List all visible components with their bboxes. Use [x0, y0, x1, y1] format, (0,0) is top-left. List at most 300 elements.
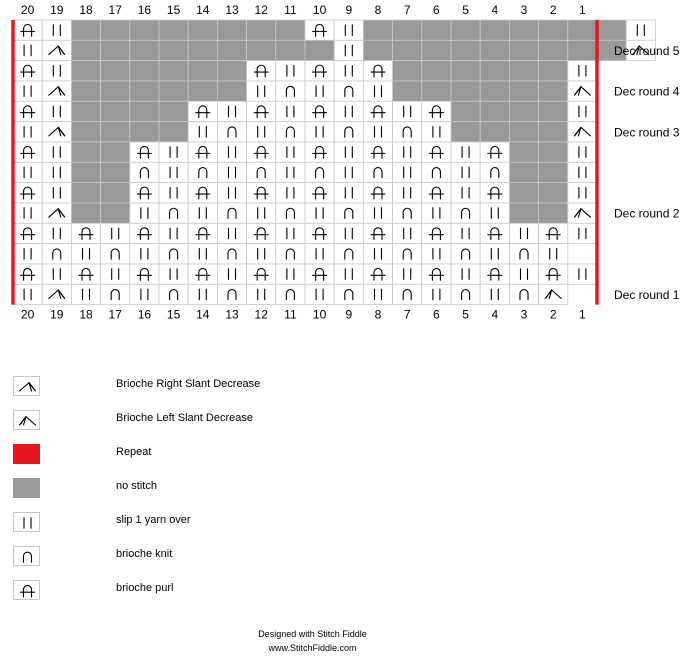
stitch-cell — [334, 183, 363, 203]
stitch-cell — [305, 101, 334, 121]
no-stitch-cell — [130, 61, 159, 81]
no-stitch-cell — [480, 101, 509, 121]
no-stitch-cell — [217, 81, 246, 101]
stitch-cell — [13, 122, 42, 142]
no-stitch-cell — [509, 203, 538, 223]
footer-website-link[interactable]: www.StitchFiddle.com — [268, 643, 357, 653]
stitch-cell — [363, 142, 392, 162]
stitch-cell — [13, 101, 42, 121]
legend-item-no-stitch — [0, 478, 400, 498]
stitch-cell — [363, 264, 392, 284]
no-stitch-cell — [101, 162, 130, 182]
stitch-cell — [451, 162, 480, 182]
stitch-cell — [276, 101, 305, 121]
stitch-cell — [101, 223, 130, 243]
no-stitch-cell — [509, 101, 538, 121]
stitch-cell — [363, 81, 392, 101]
row-label-dec-round: Dec round 1 — [614, 287, 680, 302]
stitch-cell — [276, 183, 305, 203]
no-stitch-cell — [101, 101, 130, 121]
no-stitch-cell — [568, 20, 597, 40]
stitch-cell — [188, 162, 217, 182]
stitch-cell — [71, 223, 100, 243]
stitch-cell — [42, 264, 71, 284]
column-number-bottom: 4 — [491, 307, 499, 322]
stitch-cell — [276, 264, 305, 284]
no-stitch-cell — [509, 183, 538, 203]
stitch-cell — [305, 162, 334, 182]
stitch-cell — [305, 122, 334, 142]
no-stitch-cell — [71, 183, 100, 203]
column-number-bottom: 9 — [345, 307, 353, 322]
stitch-cell — [363, 162, 392, 182]
stitch-cell — [42, 142, 71, 162]
no-stitch-cell — [188, 61, 217, 81]
stitch-cell — [188, 142, 217, 162]
stitch-cell — [480, 183, 509, 203]
stitch-cell — [159, 183, 188, 203]
stitch-cell — [305, 264, 334, 284]
no-stitch-cell — [539, 122, 568, 142]
stitch-cell — [393, 223, 422, 243]
stitch-cell — [101, 244, 130, 264]
column-number-top: 16 — [137, 3, 152, 17]
no-stitch-cell — [539, 183, 568, 203]
column-number-bottom: 19 — [50, 307, 64, 322]
stitch-cell — [334, 264, 363, 284]
column-number-top: 12 — [254, 3, 268, 17]
no-stitch-cell — [539, 142, 568, 162]
no-stitch-cell — [217, 20, 246, 40]
no-stitch-cell — [159, 101, 188, 121]
stitch-cell — [159, 162, 188, 182]
stitch-cell — [130, 162, 159, 182]
no-stitch-cell — [305, 40, 334, 60]
no-stitch-cell — [217, 40, 246, 60]
stitch-cell — [71, 244, 100, 264]
no-stitch-cell — [393, 61, 422, 81]
column-number-top: 20 — [20, 3, 35, 17]
no-stitch-cell — [159, 20, 188, 40]
stitch-cell — [568, 162, 597, 182]
stitch-cell — [305, 61, 334, 81]
legend-item-brioche-right-slant-decrease — [0, 376, 400, 396]
no-stitch-cell — [509, 61, 538, 81]
stitch-cell — [276, 284, 305, 304]
no-stitch-cell — [217, 61, 246, 81]
stitch-cell — [305, 81, 334, 101]
stitch-cell — [451, 264, 480, 284]
stitch-cell — [130, 203, 159, 223]
stitch-cell — [276, 162, 305, 182]
no-stitch-cell — [509, 162, 538, 182]
no-stitch-cell — [130, 20, 159, 40]
column-number-bottom: 16 — [137, 307, 152, 322]
stitch-cell — [451, 223, 480, 243]
no-stitch-cell — [451, 122, 480, 142]
no-stitch-cell — [276, 20, 305, 40]
stitch-cell — [217, 101, 246, 121]
no-stitch-cell — [539, 203, 568, 223]
stitch-cell — [539, 264, 568, 284]
stitch-cell — [422, 122, 451, 142]
stitch-cell — [393, 203, 422, 223]
no-stitch-cell — [363, 40, 392, 60]
stitch-cell — [159, 142, 188, 162]
stitch-cell — [451, 284, 480, 304]
legend-label: Repeat — [116, 446, 152, 458]
no-stitch-cell — [276, 40, 305, 60]
stitch-cell — [334, 81, 363, 101]
no-stitch-cell — [159, 122, 188, 142]
stitch-cell — [247, 162, 276, 182]
column-number-top: 17 — [108, 3, 122, 17]
stitch-cell — [509, 264, 538, 284]
row-label-dec-round: Dec round 4 — [614, 84, 680, 99]
stitch-cell — [13, 183, 42, 203]
no-stitch-cell — [101, 142, 130, 162]
no-stitch-cell — [597, 20, 626, 40]
column-number-bottom: 8 — [374, 307, 382, 322]
legend-item-repeat — [0, 444, 400, 464]
no-stitch-cell — [247, 20, 276, 40]
stitch-cell — [13, 40, 42, 60]
stitch-cell — [334, 244, 363, 264]
column-number-top: 9 — [345, 3, 353, 17]
no-stitch-cell — [539, 101, 568, 121]
column-number-bottom: 3 — [520, 307, 528, 322]
stitch-cell — [422, 162, 451, 182]
stitch-cell — [188, 101, 217, 121]
no-stitch-cell — [480, 40, 509, 60]
no-stitch-cell — [480, 61, 509, 81]
row-label-dec-round: Dec round 3 — [614, 125, 680, 140]
stitch-cell — [334, 40, 363, 60]
stitch-cell — [42, 40, 71, 60]
stitch-cell — [159, 244, 188, 264]
legend-label: brioche knit — [116, 548, 173, 560]
stitch-cell — [13, 20, 42, 40]
stitch-cell — [217, 183, 246, 203]
stitch-cell — [188, 183, 217, 203]
stitch-cell — [247, 61, 276, 81]
stitch-cell — [480, 162, 509, 182]
stitch-cell — [42, 162, 71, 182]
column-number-bottom: 12 — [254, 307, 268, 322]
no-stitch-cell — [159, 81, 188, 101]
stitch-cell — [276, 142, 305, 162]
stitch-cell — [217, 284, 246, 304]
stitch-cell — [334, 61, 363, 81]
stitch-cell — [276, 223, 305, 243]
legend-item-brioche-left-slant-decrease — [0, 410, 400, 430]
no-stitch-cell — [101, 81, 130, 101]
column-number-top: 13 — [225, 3, 239, 17]
stitch-cell — [159, 223, 188, 243]
stitch-cell — [363, 183, 392, 203]
stitch-cell — [13, 223, 42, 243]
stitch-cell — [363, 122, 392, 142]
no-stitch-cell — [539, 40, 568, 60]
no-stitch-cell — [363, 20, 392, 40]
no-stitch-cell — [509, 122, 538, 142]
no-stitch-icon — [13, 478, 40, 498]
stitch-cell — [480, 142, 509, 162]
stitch-cell — [247, 101, 276, 121]
column-number-top: 6 — [433, 3, 440, 17]
stitch-cell — [334, 142, 363, 162]
stitch-cell — [130, 264, 159, 284]
stitch-cell — [363, 61, 392, 81]
stitch-cell — [422, 244, 451, 264]
no-stitch-cell — [71, 122, 100, 142]
column-number-top: 14 — [196, 3, 210, 17]
stitch-cell — [71, 264, 100, 284]
stitch-cell — [393, 162, 422, 182]
no-stitch-cell — [101, 122, 130, 142]
stitch-cell — [480, 284, 509, 304]
stitch-cell — [188, 223, 217, 243]
stitch-cell — [217, 223, 246, 243]
no-stitch-cell — [480, 81, 509, 101]
brioche-purl-icon — [13, 580, 40, 600]
stitch-cell — [305, 142, 334, 162]
stitch-cell — [305, 223, 334, 243]
row-label-dec-round: Dec round 2 — [614, 206, 680, 221]
stitch-cell — [568, 264, 597, 284]
stitch-cell — [393, 183, 422, 203]
stitch-cell — [393, 264, 422, 284]
column-number-top: 4 — [491, 3, 499, 17]
no-stitch-cell — [71, 162, 100, 182]
stitch-cell — [276, 81, 305, 101]
stitch-cell — [217, 244, 246, 264]
no-stitch-cell — [451, 40, 480, 60]
stitch-cell — [247, 264, 276, 284]
stitch-cell — [480, 244, 509, 264]
stitch-cell — [188, 122, 217, 142]
stitch-cell — [363, 244, 392, 264]
stitch-cell — [509, 284, 538, 304]
stitch-cell — [276, 203, 305, 223]
column-number-bottom: 7 — [403, 307, 411, 322]
no-stitch-cell — [101, 203, 130, 223]
brioche-knit-icon — [13, 546, 40, 566]
stitch-cell — [334, 101, 363, 121]
stitch-cell — [509, 244, 538, 264]
stitch-cell — [217, 203, 246, 223]
stitch-cell — [422, 223, 451, 243]
no-stitch-cell — [509, 81, 538, 101]
column-number-top: 3 — [520, 3, 528, 17]
legend-label: brioche purl — [116, 582, 174, 594]
stitch-cell — [363, 203, 392, 223]
column-number-bottom: 6 — [433, 307, 440, 322]
column-number-bottom: 11 — [284, 307, 297, 322]
stitch-cell — [305, 284, 334, 304]
stitch-cell — [422, 142, 451, 162]
stitch-cell — [130, 142, 159, 162]
no-stitch-cell — [393, 20, 422, 40]
stitch-cell — [159, 284, 188, 304]
stitch-cell — [42, 244, 71, 264]
stitch-cell — [568, 142, 597, 162]
stitch-cell — [334, 162, 363, 182]
stitch-cell — [13, 244, 42, 264]
legend-item-slip-1-yarn-over — [0, 512, 400, 532]
stitch-cell — [13, 61, 42, 81]
column-number-top: 7 — [403, 3, 411, 17]
no-stitch-cell — [130, 81, 159, 101]
stitch-cell — [539, 284, 568, 304]
legend-item-brioche-purl — [0, 580, 400, 600]
stitch-cell — [217, 122, 246, 142]
legend-label: Brioche Right Slant Decrease — [116, 378, 261, 390]
stitch-cell — [247, 223, 276, 243]
no-stitch-cell — [101, 40, 130, 60]
no-stitch-cell — [539, 20, 568, 40]
stitch-cell — [101, 284, 130, 304]
row-label-dec-round: Dec round 5 — [614, 43, 680, 58]
column-number-top: 10 — [312, 3, 327, 17]
column-number-top: 5 — [462, 3, 469, 17]
stitch-cell — [568, 81, 597, 101]
column-number-top: 2 — [549, 3, 557, 17]
stitch-cell — [42, 61, 71, 81]
stitch-cell — [42, 20, 71, 40]
stitch-cell — [422, 264, 451, 284]
stitch-cell — [305, 203, 334, 223]
no-stitch-cell — [509, 40, 538, 60]
stitch-cell — [305, 244, 334, 264]
stitch-cell — [13, 162, 42, 182]
footer-designed-with: Designed with Stitch Fiddle — [258, 629, 367, 639]
stitch-cell — [71, 284, 100, 304]
no-stitch-cell — [451, 20, 480, 40]
legend-item-brioche-knit — [0, 546, 400, 566]
stitch-cell — [539, 223, 568, 243]
stitch-cell — [393, 122, 422, 142]
stitch-cell — [42, 203, 71, 223]
stitch-cell — [159, 264, 188, 284]
stitch-cell — [130, 284, 159, 304]
no-stitch-cell — [422, 61, 451, 81]
stitch-cell — [451, 203, 480, 223]
stitch-cell — [451, 142, 480, 162]
no-stitch-cell — [130, 101, 159, 121]
stitch-cell — [422, 183, 451, 203]
no-stitch-cell — [71, 81, 100, 101]
column-number-bottom: 13 — [225, 307, 239, 322]
brioche-right-slant-decrease-icon — [13, 376, 40, 396]
stitch-cell — [393, 244, 422, 264]
stitch-cell — [13, 203, 42, 223]
column-number-top: 19 — [50, 3, 64, 17]
no-stitch-cell — [71, 142, 100, 162]
column-number-top: 8 — [374, 3, 382, 17]
stitch-cell — [159, 203, 188, 223]
stitch-cell — [626, 20, 655, 40]
stitch-cell — [247, 183, 276, 203]
legend-label: Brioche Left Slant Decrease — [116, 412, 253, 424]
stitch-cell — [480, 223, 509, 243]
stitch-cell — [42, 81, 71, 101]
repeat-icon — [13, 444, 40, 464]
column-number-bottom: 1 — [579, 307, 586, 322]
stitch-cell — [334, 20, 363, 40]
legend-label: slip 1 yarn over — [116, 514, 191, 526]
stitch-cell — [334, 203, 363, 223]
stitch-cell — [13, 81, 42, 101]
stitch-cell — [422, 101, 451, 121]
stitch-cell — [334, 284, 363, 304]
stitch-cell — [568, 61, 597, 81]
column-number-bottom: 14 — [196, 307, 210, 322]
stitch-cell — [42, 284, 71, 304]
no-stitch-cell — [71, 203, 100, 223]
no-stitch-cell — [451, 81, 480, 101]
stitch-cell — [13, 284, 42, 304]
no-stitch-cell — [71, 40, 100, 60]
no-stitch-cell — [480, 122, 509, 142]
stitch-cell — [363, 223, 392, 243]
stitch-cell — [305, 183, 334, 203]
stitch-cell — [568, 183, 597, 203]
stitch-cell — [247, 81, 276, 101]
no-stitch-cell — [188, 81, 217, 101]
stitch-cell — [42, 223, 71, 243]
no-stitch-cell — [188, 20, 217, 40]
stitch-cell — [42, 101, 71, 121]
stitch-cell — [217, 264, 246, 284]
stitch-cell — [188, 203, 217, 223]
column-number-bottom: 20 — [20, 307, 35, 322]
stitch-cell — [568, 122, 597, 142]
stitch-cell — [393, 101, 422, 121]
no-stitch-cell — [422, 40, 451, 60]
no-stitch-cell — [393, 40, 422, 60]
stitch-cell — [451, 244, 480, 264]
no-stitch-cell — [159, 40, 188, 60]
stitch-cell — [363, 284, 392, 304]
no-stitch-cell — [393, 81, 422, 101]
stitch-cell — [13, 264, 42, 284]
stitch-cell — [480, 264, 509, 284]
column-number-bottom: 2 — [549, 307, 557, 322]
no-stitch-cell — [71, 20, 100, 40]
column-number-top: 15 — [166, 3, 181, 17]
no-stitch-cell — [509, 20, 538, 40]
column-number-bottom: 10 — [312, 307, 327, 322]
stitch-cell — [130, 183, 159, 203]
no-stitch-cell — [101, 183, 130, 203]
stitch-cell — [334, 122, 363, 142]
stitch-cell — [247, 284, 276, 304]
brioche-left-slant-decrease-icon — [13, 410, 40, 430]
stitch-cell — [101, 264, 130, 284]
stitch-cell — [363, 101, 392, 121]
stitch-cell — [451, 183, 480, 203]
no-stitch-cell — [451, 101, 480, 121]
stitch-cell — [188, 264, 217, 284]
stitch-cell — [217, 162, 246, 182]
stitch-cell — [568, 203, 597, 223]
no-stitch-cell — [188, 40, 217, 60]
column-number-top: 1 — [579, 3, 586, 17]
legend-label: no stitch — [116, 480, 157, 492]
stitch-cell — [276, 122, 305, 142]
stitch-cell — [480, 203, 509, 223]
